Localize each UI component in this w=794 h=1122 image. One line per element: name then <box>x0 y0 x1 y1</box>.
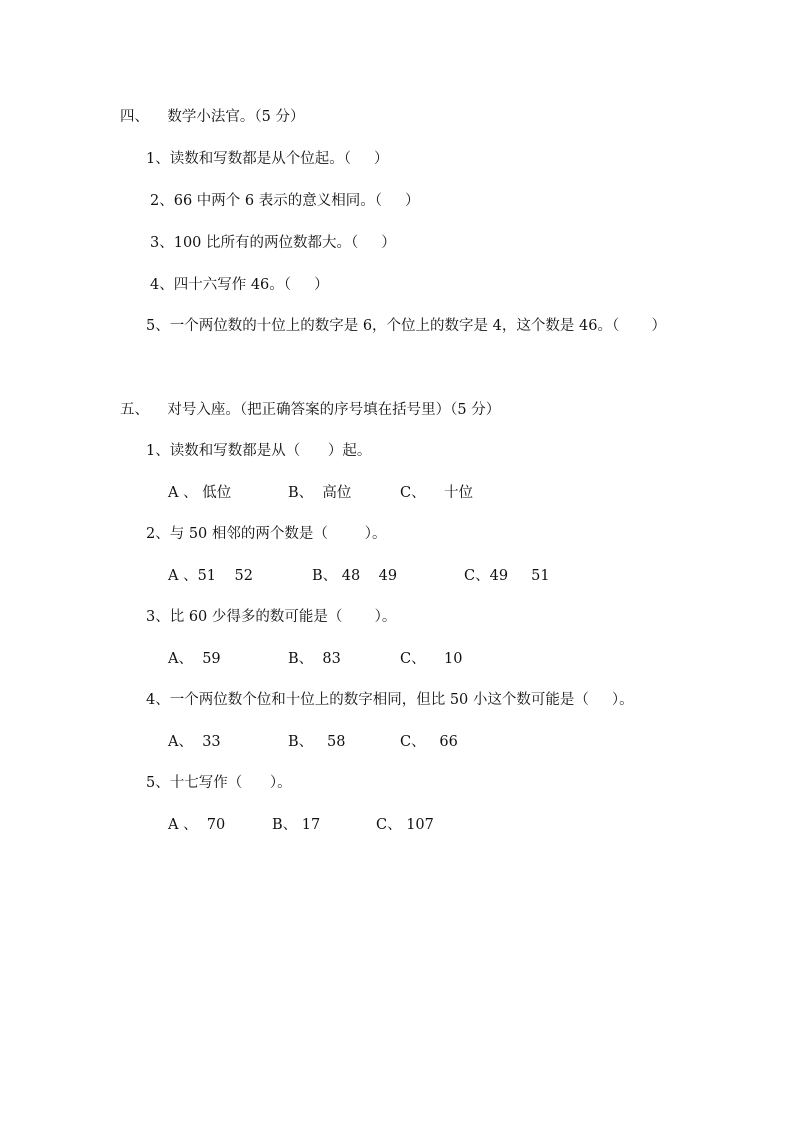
q2-option-a: A 、51 52 <box>168 568 253 584</box>
q1-option-b: B、 高位 <box>288 485 352 501</box>
section-4-title: 四、 数学小法官。（5 分） <box>120 109 305 125</box>
choice-question-2: 2、与 50 相邻的两个数是（ ）。 <box>146 526 387 542</box>
q3-option-a: A、 59 <box>168 651 221 667</box>
q5-option-a: A 、 70 <box>168 817 226 833</box>
judge-item-4: 4、四十六写作 46。（ ） <box>150 277 329 293</box>
choice-question-1: 1、读数和写数都是从（ ）起。 <box>146 443 372 459</box>
q4-option-b: B、 58 <box>288 734 346 750</box>
judge-item-2: 2、66 中两个 6 表示的意义相同。（ ） <box>150 193 420 209</box>
section-5-title: 五、 对号入座。（把正确答案的序号填在括号里）（5 分） <box>120 402 501 418</box>
q3-option-b: B、 83 <box>288 651 341 667</box>
q3-option-c: C、 10 <box>400 651 463 667</box>
judge-item-3: 3、100 比所有的两位数都大。（ ） <box>150 235 396 251</box>
choice-question-4: 4、一个两位数个位和十位上的数字相同，但比 50 小这个数可能是（ ）。 <box>146 692 634 708</box>
q4-option-a: A、 33 <box>168 734 221 750</box>
q2-option-c: C、49 51 <box>464 568 550 584</box>
choice-question-5: 5、十七写作（ ）。 <box>146 775 292 791</box>
q4-option-c: C、 66 <box>400 734 458 750</box>
judge-item-1: 1、读数和写数都是从个位起。（ ） <box>146 151 389 167</box>
q2-option-b: B、 48 49 <box>312 568 398 584</box>
judge-item-5: 5、一个两位数的十位上的数字是 6，个位上的数字是 4，这个数是 46。（ ） <box>146 318 666 334</box>
q1-option-c: C、 十位 <box>400 485 474 501</box>
q1-option-a: A 、 低位 <box>168 485 232 501</box>
q5-option-c: C、 107 <box>376 817 434 833</box>
choice-question-3: 3、比 60 少得多的数可能是（ ）。 <box>146 609 397 625</box>
q5-option-b: B、 17 <box>272 817 321 833</box>
